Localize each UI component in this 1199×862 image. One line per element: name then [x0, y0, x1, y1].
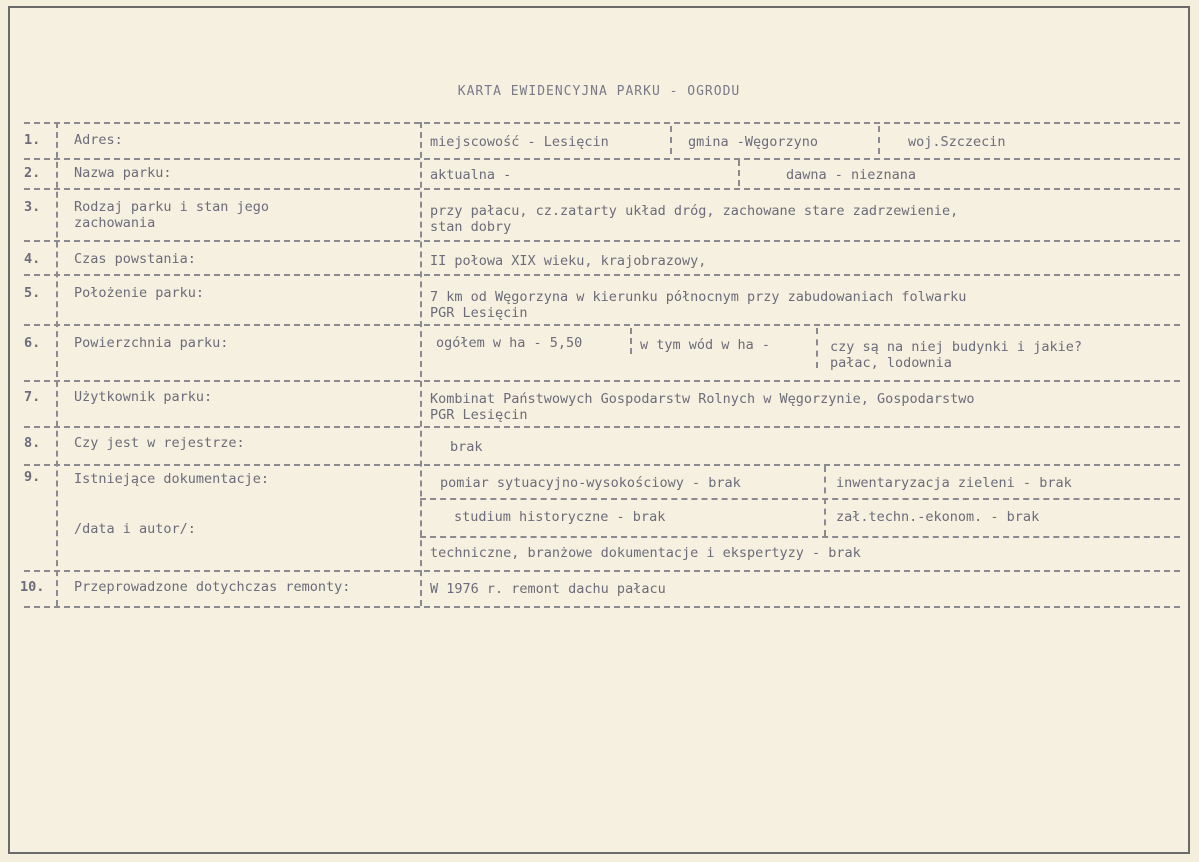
table-rule	[24, 464, 1180, 466]
table-rule	[816, 328, 818, 368]
table-rule	[24, 274, 1180, 276]
row-label: Użytkownik parku:	[74, 389, 213, 405]
table-rule	[24, 324, 1180, 326]
address-locality: miejscowość - Lesięcin	[430, 134, 609, 150]
doc-greenery-inventory: inwentaryzacja zieleni - brak	[836, 475, 1072, 491]
doc-tech-econ: zał.techn.-ekonom. - brak	[836, 509, 1040, 525]
table-rule	[24, 188, 1180, 190]
row-label: Przeprowadzone dotychczas remonty:	[74, 579, 351, 595]
table-rule	[670, 126, 672, 154]
table-rule	[420, 536, 1180, 538]
row-label: Rodzaj parku i stan jego	[74, 199, 270, 215]
table-rule	[420, 122, 422, 606]
row-label: Istniejące dokumentacje:	[74, 471, 270, 487]
row-value: PGR Lesięcin	[430, 305, 528, 321]
current-name: aktualna -	[430, 167, 512, 183]
row-value: Kombinat Państwowych Gospodarstw Rolnych w Węgorzynie, Gospodarstwo	[430, 391, 975, 407]
table-rule	[24, 122, 1180, 124]
doc-technical: techniczne, branżowe dokumentacje i ekspertyzy - brak	[430, 545, 861, 561]
doc-survey: pomiar sytuacyjno-wysokościowy - brak	[440, 475, 741, 491]
row-number: 4.	[24, 251, 41, 267]
former-name: dawna - nieznana	[786, 167, 917, 183]
row-number: 5.	[24, 285, 41, 301]
row-number: 9.	[24, 469, 41, 485]
row-label: Powierzchnia parku:	[74, 335, 229, 351]
row-value: PGR Lesięcin	[430, 407, 528, 423]
table-rule	[24, 570, 1180, 572]
row-label: zachowania	[74, 215, 156, 231]
row-number: 6.	[24, 335, 41, 351]
row-label: Nazwa parku:	[74, 165, 172, 181]
row-number: 1.	[24, 132, 41, 148]
document-sheet	[8, 6, 1190, 854]
row-value: II połowa XIX wieku, krajobrazowy,	[430, 253, 707, 269]
row-label: Czas powstania:	[74, 251, 196, 267]
table-rule	[24, 240, 1180, 242]
table-rule	[24, 606, 1180, 608]
row-value: stan dobry	[430, 219, 512, 235]
row-number: 7.	[24, 389, 41, 405]
table-rule	[738, 160, 740, 186]
row-number: 3.	[24, 199, 41, 215]
table-rule	[24, 158, 1180, 160]
buildings-question: czy są na niej budynki i jakie?	[830, 339, 1082, 355]
address-voivodeship: woj.Szczecin	[908, 134, 1006, 150]
row-number: 10.	[20, 579, 45, 595]
area-water: w tym wód w ha -	[640, 337, 771, 353]
table-rule	[24, 380, 1180, 382]
table-rule	[824, 466, 826, 536]
table-rule	[630, 328, 632, 354]
row-label: Czy jest w rejestrze:	[74, 435, 245, 451]
row-label: /data i autor/:	[74, 521, 196, 537]
row-label: Położenie parku:	[74, 285, 205, 301]
row-number: 2.	[24, 165, 41, 181]
table-rule	[56, 122, 58, 606]
table-rule	[878, 126, 880, 154]
row-number: 8.	[24, 435, 41, 451]
buildings-answer: pałac, lodownia	[830, 355, 952, 371]
row-label: Adres:	[74, 132, 123, 148]
area-total: ogółem w ha - 5,50	[436, 335, 583, 351]
row-value: przy pałacu, cz.zatarty układ dróg, zachowane stare zadrzewienie,	[430, 203, 959, 219]
doc-historical-study: studium historyczne - brak	[454, 509, 666, 525]
table-rule	[420, 498, 1180, 500]
row-value: brak	[450, 439, 483, 455]
table-rule	[24, 426, 1180, 428]
address-commune: gmina -Węgorzyno	[688, 134, 819, 150]
document-title: KARTA EWIDENCYJNA PARKU - OGRODU	[457, 84, 741, 99]
row-value: W 1976 r. remont dachu pałacu	[430, 581, 666, 597]
row-value: 7 km od Węgorzyna w kierunku północnym przy zabudowaniach folwarku	[430, 289, 967, 305]
